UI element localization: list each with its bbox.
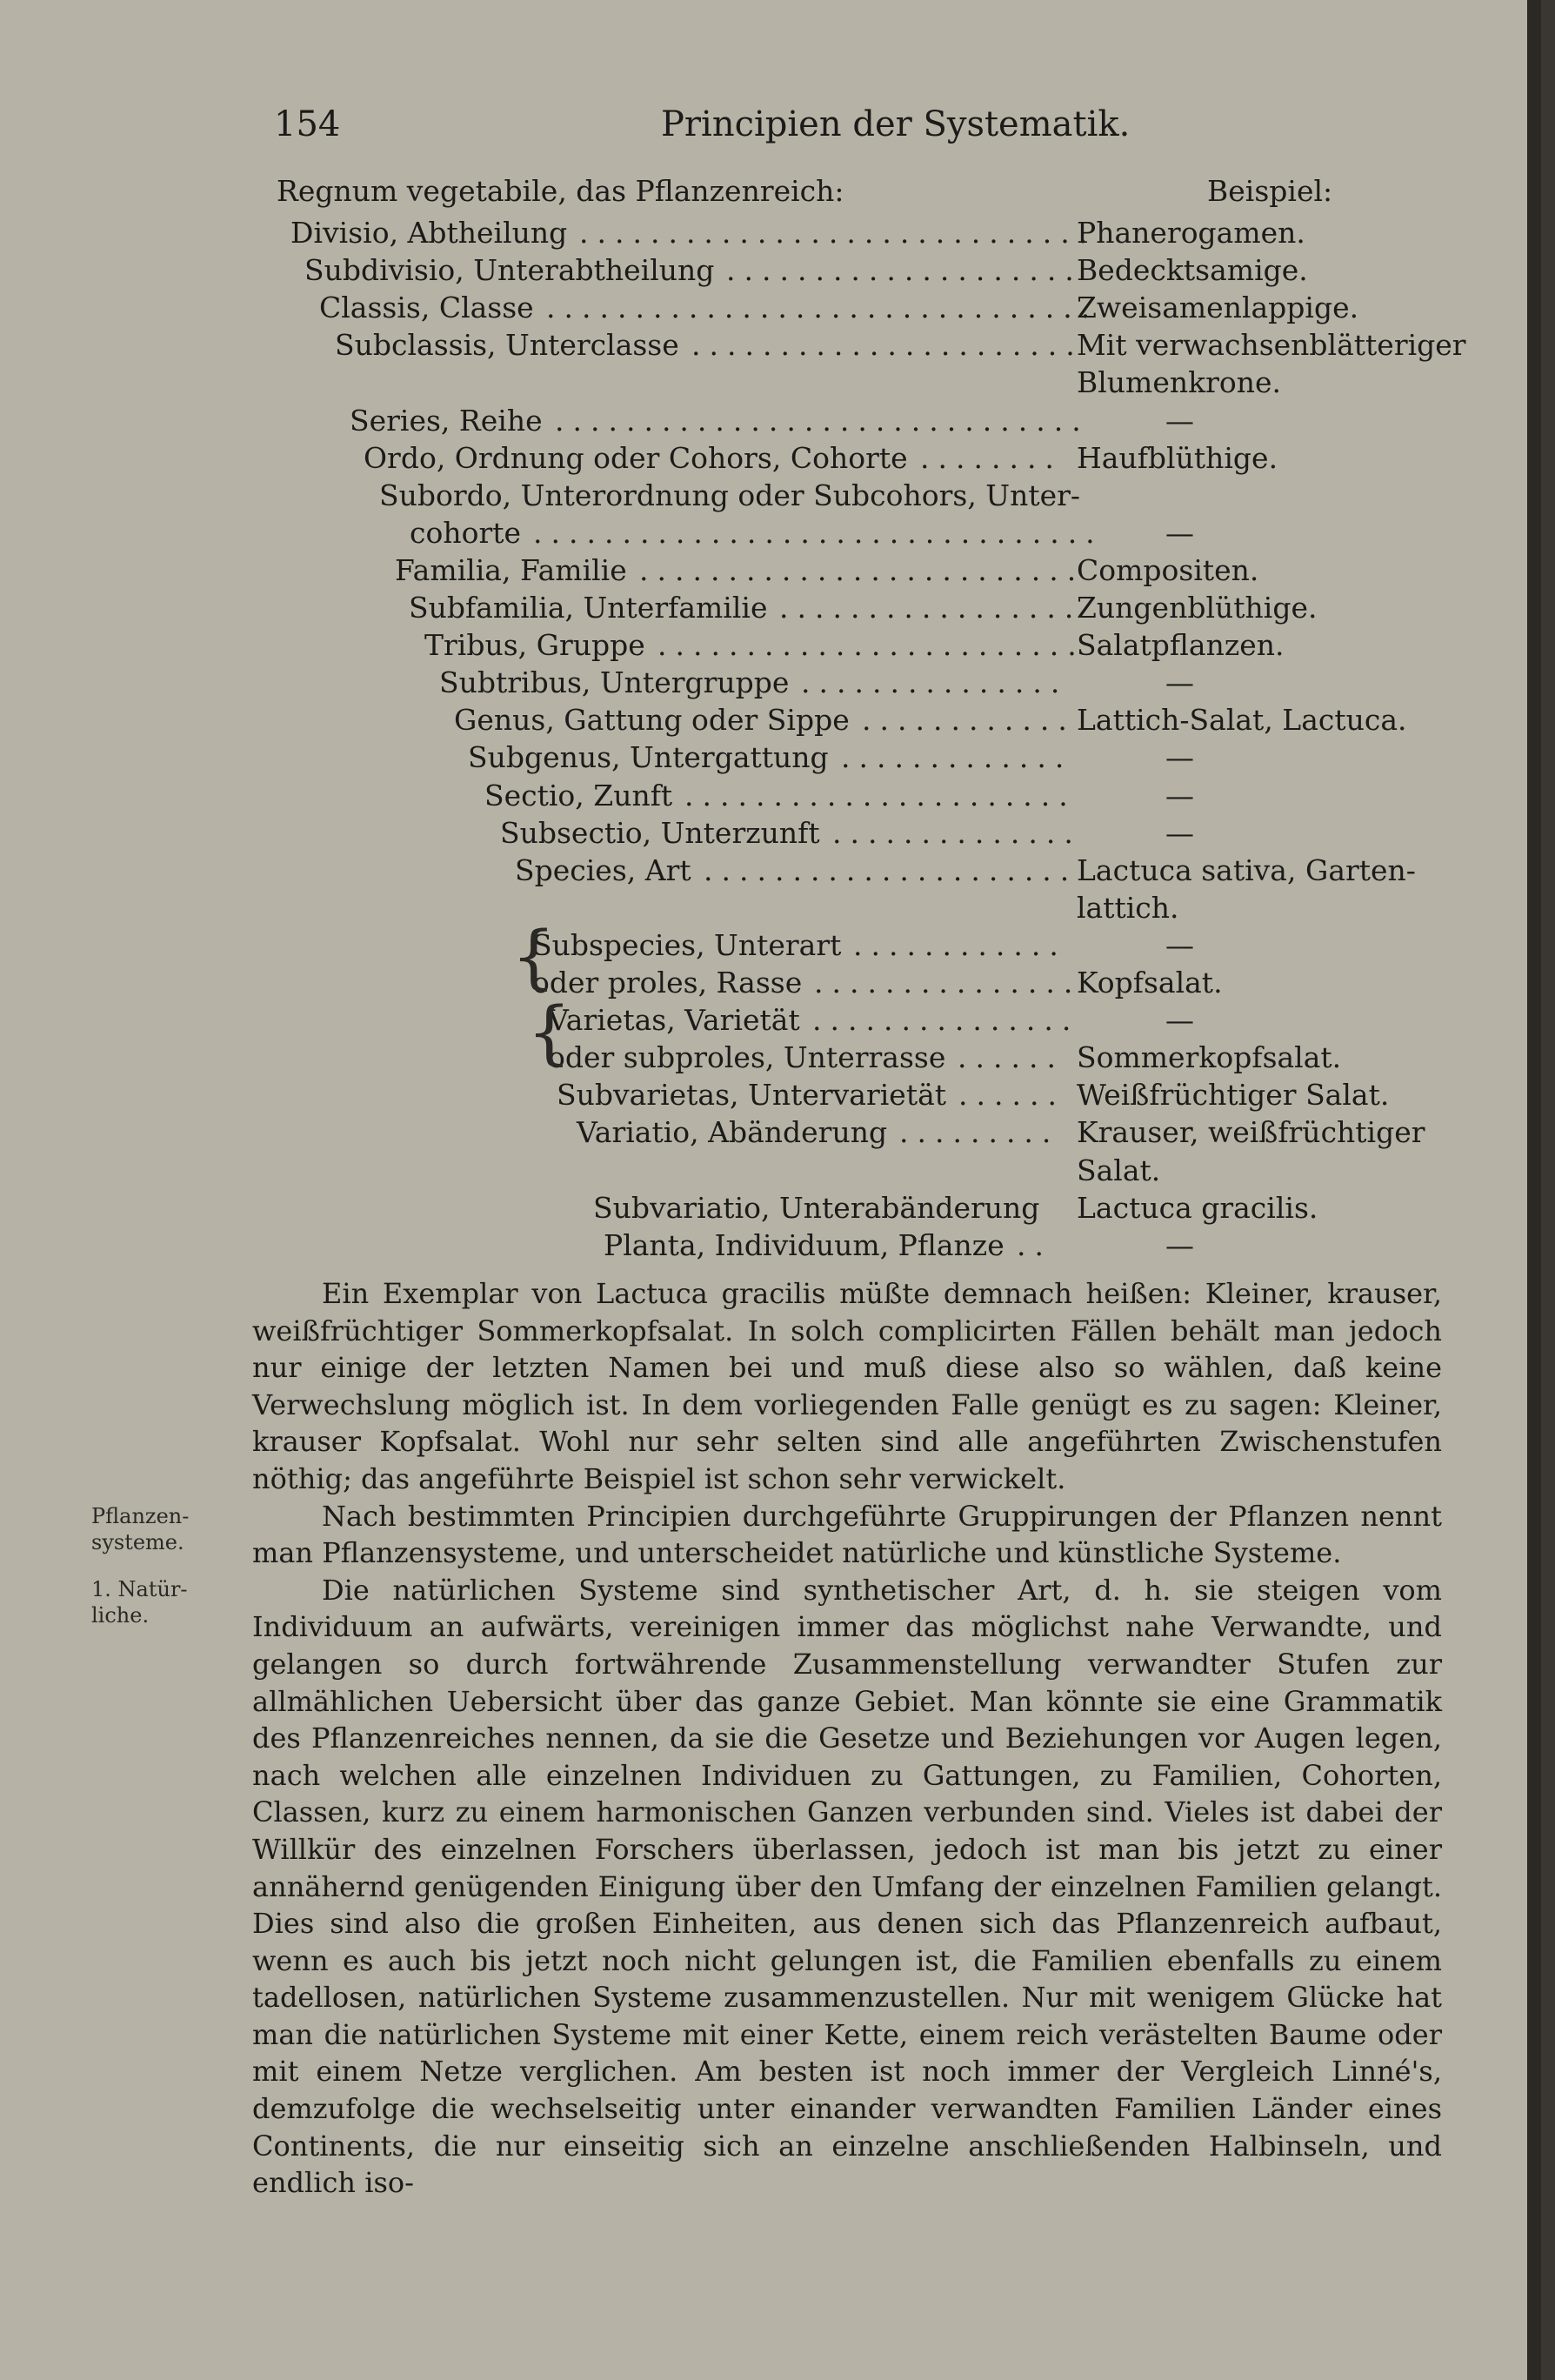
hierarchy-row [0,1039,1541,1077]
rank-example: Phanerogamen. [1077,216,1305,250]
rank-label: Subgenus, Untergattung [468,740,829,775]
rank-example: — [1165,927,1194,962]
rank-example: Lattich-Salat, Lactuca. [1077,703,1407,738]
hierarchy-row [0,289,1541,327]
hierarchy-row [0,889,1541,927]
leader-dots: ............................. [579,216,1097,250]
rank-label: Varietas, Varietät [548,1003,800,1038]
hierarchy-row [0,814,1541,852]
rank-example: Zweisamenlappige. [1077,291,1359,325]
page-edge [1527,0,1541,2380]
page-number: 154 [274,104,341,144]
rank-example: Kopfsalat. [1077,966,1223,999]
rank-example: — [1165,815,1194,850]
leader-dots: ............... [812,1003,1080,1038]
hierarchy-row [0,402,1541,440]
hierarchy-row [0,589,1541,627]
rank-label: Subvariatio, Unterabänderung [593,1190,1040,1225]
hierarchy-row [0,251,1541,290]
hierarchy-row [0,852,1541,890]
leader-dots: .............................. [555,403,1090,438]
leader-dots: ............ [853,927,1067,962]
hierarchy-row [0,364,1541,402]
rank-example: Haufblüthige. [1077,440,1278,475]
rank-example: — [1165,403,1194,438]
hierarchy-row [0,926,1541,965]
rank-label: Subfamilia, Unterfamilie [409,591,768,625]
hierarchy-row [0,664,1541,702]
rank-example: — [1165,778,1194,812]
rank-example: Krauser, weißfrüchtiger [1077,1115,1425,1150]
rank-example: Lactuca gracilis. [1077,1190,1318,1225]
rank-example: — [1165,740,1194,775]
rank-label: Series, Reihe [350,403,543,438]
leader-dots: ........ [920,440,1063,475]
paragraph-systems: Nach bestimmten Principien durchgeführte Gruppirungen der Pflanzen nennt man Pflanzensysteme, und unterscheidet natürliche und künstliche Systeme. [252,1499,1442,1570]
leader-dots: ...................... [691,328,1084,363]
hierarchy-row [0,1113,1541,1152]
leader-dots: ......... [899,1115,1060,1150]
leader-dots: .............. [832,815,1082,850]
hierarchy-heading: Regnum vegetabile, das Pflanzenreich: [277,174,844,208]
rank-example: — [1165,1227,1194,1262]
rank-example: lattich. [1077,890,1179,925]
hierarchy-row [0,964,1541,1002]
leader-dots: ..................... [704,852,1078,887]
hierarchy-row [0,1227,1541,1265]
leader-dots: ............... [814,966,1082,999]
rank-label: Subordo, Unterordnung oder Subcohors, Unter- [379,478,1081,512]
paragraph-natural-systems: Die natürlichen Systeme sind synthetischer Art, d. h. sie steigen vom Individuum an aufwärts, vereinigen immer das möglichst nahe Verwandte, und gelangen so durch fortwährende Zusammenstellung verwandter Stufen zur allmählichen Uebersicht über das ganze Gebiet. Man könnte sie eine Grammatik des Pflanzenreiches nennen, da sie die Gesetze und Beziehungen vor Augen legen, nach welchen alle einzelnen Individuen zu Gattungen, zu Familien, Cohorten, Classen, kurz zu einem harmonischen Ganzen verbunden sind. Vieles ist dabei der Willkür des einzelnen Forschers überlassen, jedoch ist man bis jetzt zu einer annähernd genügenden Einigung über den Umfang der einzelnen Familien gelangt. Dies sind also die großen Einheiten, aus denen sich das Pflanzenreich aufbaut, wenn es auch bis jetzt noch nicht gelungen ist, die Familien ebenfalls zu einem tadellosen, natürlichen Systeme zusammenzustellen. Nur mit wenigem Glücke hat man die natürlichen Systeme mit einer Kette, einem reich verästelten Baume oder mit einem Netze verglichen. Am besten ist noch immer der Vergleich Linné's, demzufolge die wechselseitig unter einander verwandten Familien Länder eines Continents, die nur einseitig sich an einzelne anschließenden Halbinseln, und endlich iso- [252,1573,1442,2200]
hierarchy-row [0,739,1541,777]
leader-dots: ...................... [684,778,1077,812]
rank-example: Lactuca sativa, Garten- [1077,852,1416,887]
leader-dots: ............ [862,703,1076,738]
hierarchy-row [0,1001,1541,1040]
hierarchy-row [0,1189,1541,1227]
rank-label: Subspecies, Unterart [532,927,842,962]
hierarchy-row [0,1152,1541,1190]
rank-example: Mit verwachsenblätteriger [1077,328,1466,363]
hierarchy-row [0,701,1541,739]
rank-label: Divisio, Abtheilung [290,216,568,250]
rank-label: Genus, Gattung oder Sippe [454,703,850,738]
hierarchy-row [0,514,1541,552]
leader-dots: ...... [958,1078,1065,1113]
hierarchy-row [0,626,1541,665]
example-heading: Beispiel: [1207,174,1333,208]
hierarchy-row [0,1076,1541,1114]
rank-example: Blumenkrone. [1077,365,1282,400]
leader-dots: ......................... [639,552,1085,587]
rank-example: Compositen. [1077,552,1259,587]
rank-label: oder subproles, Unterrasse [548,1040,946,1075]
running-title: Principien der Systematik. [661,104,1131,144]
rank-label: cohorte [410,515,522,550]
rank-example: Bedecktsamige. [1077,253,1308,288]
hierarchy-row [0,439,1541,478]
leader-dots: ...... [958,1040,1064,1075]
body-text [252,1275,1442,2202]
rank-label: Sectio, Zunft [484,778,673,812]
page-header [274,104,1131,157]
rank-label: Ordo, Ordnung oder Cohors, Cohorte [364,440,908,475]
rank-example: — [1165,1003,1194,1038]
rank-label: Subtribus, Untergruppe [439,665,790,700]
rank-label: Classis, Classe [319,291,534,325]
rank-label: oder proles, Rasse [532,966,803,999]
leader-dots: ................. [779,591,1083,625]
rank-example: Salatpflanzen. [1077,628,1285,663]
rank-label: Subsectio, Unterzunft [500,815,820,850]
paragraph-example: Ein Exemplar von Lactuca gracilis müßte demnach heißen: Kleiner, krauser, weißfrüchtiger Sommerkopfsalat. In solch complicirten Fällen behält man jedoch nur einige der letzten Namen bei und muß diese also so wählen, daß keine Verwechslung möglich ist. In dem vorliegenden Falle genügt es zu sagen: Kleiner, krauser Kopfsalat. Wohl nur sehr selten sind alle angeführten Zwischenstufen nöthig; das angeführte Beispiel ist schon sehr verwickelt. [252,1277,1442,1495]
rank-example: Zungenblüthige. [1077,591,1318,625]
margin-note-natuerliche: 1. Natür- liche. [91,1577,188,1628]
leader-dots: ................................ [533,515,1104,550]
rank-label: Subdivisio, Unterabtheilung [304,253,715,288]
hierarchy-row [0,326,1541,364]
leader-dots: ........................ [657,628,1085,663]
rank-label: Subclassis, Unterclasse [335,328,679,363]
hierarchy-row [0,777,1541,815]
rank-example: Weißfrüchtiger Salat. [1077,1078,1390,1113]
rank-label: Tribus, Gruppe [424,628,645,663]
rank-example: — [1165,515,1194,550]
rank-example: Salat. [1077,1153,1161,1187]
leader-dots: ............................... [546,291,1099,325]
rank-example: — [1165,665,1194,700]
brace-varietas: { [527,992,571,1073]
leader-dots: .................... [726,253,1083,288]
hierarchy-row [0,552,1541,590]
hierarchy-row [0,214,1541,252]
rank-label: Planta, Individuum, Pflanze [604,1227,1004,1262]
margin-note-pflanzensysteme: Pflanzen- systeme. [91,1504,190,1554]
rank-label: Species, Art [515,852,691,887]
leader-dots: ............... [801,665,1069,700]
hierarchy-row [0,477,1541,515]
rank-label: Variatio, Abänderung [577,1115,888,1150]
rank-label: Familia, Familie [395,552,627,587]
rank-label: Subvarietas, Untervarietät [557,1078,947,1113]
leader-dots: ............. [841,740,1073,775]
brace-subspecies: { [511,916,556,997]
rank-example: Sommerkopfsalat. [1077,1040,1342,1075]
leader-dots: .. [1017,1227,1052,1262]
